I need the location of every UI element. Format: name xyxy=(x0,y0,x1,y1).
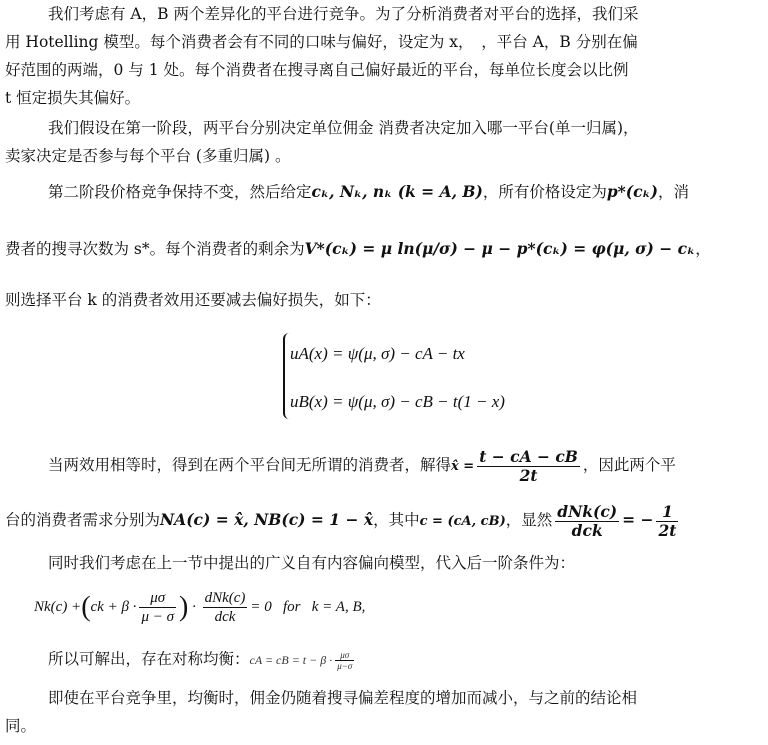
para1-line4: t 恒定损失其偏好。 xyxy=(5,89,141,107)
foc-frac-den: μ − σ xyxy=(141,609,174,626)
para4-line xyxy=(5,238,711,260)
para7-frac-num: dNk(c) xyxy=(557,501,618,521)
para6-fraction xyxy=(477,448,580,485)
foc-deriv-den: dck xyxy=(214,609,236,626)
para7-eq: = − xyxy=(622,510,654,529)
foc-close-paren: ) xyxy=(179,591,189,623)
foc-frac-musigma xyxy=(139,589,176,626)
para2-line2: 卖家决定是否参与每个平台 (多重归属) 。 xyxy=(5,147,291,165)
para9-fraction xyxy=(335,650,354,671)
para6-line xyxy=(48,443,676,487)
para8-line: 同时我们考虑在上一节中提出的广义自有内容偏向模型，代入后一阶条件为： xyxy=(48,554,576,572)
para7-frac-den: dck xyxy=(571,520,603,540)
para9-frac-den: μ−σ xyxy=(337,660,353,671)
para1-line1: 我们考虑有 A，B 两个差异化的平台进行竞争。为了分析消费者对平台的选择，我们采 xyxy=(48,5,639,23)
para3-mid: ，所有价格设定为 xyxy=(482,183,607,201)
foc-rhs: = 0 for k = A, B, xyxy=(250,599,366,615)
foc-deriv-num: dNk(c) xyxy=(204,590,246,607)
para1-line3: 好范围的两端，0 与 1 处。每个消费者在搜寻离自己偏好最近的平台，每单位长度会以比例 xyxy=(5,61,629,79)
para3-math2: p*(cₖ) xyxy=(606,182,659,201)
para9-frac-num: μσ xyxy=(335,650,354,661)
foc-inner: ck + β · xyxy=(90,599,137,615)
para7-mid1: ，其中 xyxy=(373,511,420,529)
para3-math1: cₖ, Nₖ, nₖ (k = A, B) xyxy=(311,182,483,201)
para4-math: V*(cₖ) = μ ln(μ/σ) − μ − p*(cₖ) = φ(μ, σ) − cₖ xyxy=(304,239,696,258)
para7-line xyxy=(5,496,681,544)
para6-frac-num: t − cA − cB xyxy=(479,446,578,466)
para7-fraction2 xyxy=(656,503,678,540)
foc-equation: Nk(c) +(ck + β · $\frac{\mu\sigma}{\mu - \sigma}$ ) · $\frac{\text{dNk(c)}}{\text{dck}}$ = 0 for k = A, B, xyxy=(34,590,366,626)
para7-math1: NA(c) = x̂, NB(c) = 1 − x̂ xyxy=(160,510,374,529)
para9-pre: 所以可解出，存在对称均衡： xyxy=(48,650,250,668)
para7-fraction xyxy=(555,503,619,540)
para4-pre: 费者的搜寻次数为 s*。每个消费者的剩余为 xyxy=(5,240,305,258)
para3-pre: 第二阶段价格竞争保持不变，然后给定 xyxy=(48,183,312,201)
para4-post: ， xyxy=(695,240,711,258)
para6-post: ，因此两个平 xyxy=(582,456,676,474)
foc-frac-deriv xyxy=(203,589,248,626)
para6-pre: 当两效用相等时，得到在两个平台间无所谓的消费者，解得 xyxy=(48,456,452,474)
para9-line xyxy=(48,648,357,671)
para9-eq: cA = cB = t − β · xyxy=(249,653,333,667)
para2-line1: 我们假设在第一阶段，两平台分别决定单位佣金 消费者决定加入哪一平台(单一归属)， xyxy=(48,119,639,137)
para6-xhat: x̂ = xyxy=(451,459,475,474)
equation-row1: uA(x) = ψ(μ, σ) − cA − tx xyxy=(290,344,465,363)
foc-lhs: Nk(c) + xyxy=(34,599,82,615)
para3-line xyxy=(48,181,689,203)
foc-open-paren: ( xyxy=(81,591,91,623)
equation-row2: uB(x) = ψ(μ, σ) − cB − t(1 − x) xyxy=(290,392,505,411)
para7-math2: c = (cA, cB) xyxy=(419,514,506,529)
para7-pre: 台的消费者需求分别为 xyxy=(5,511,161,529)
para7-frac2-num: 1 xyxy=(656,503,678,522)
para5-line: 则选择平台 k 的消费者效用还要减去偏好损失，如下： xyxy=(5,291,381,309)
para10-line1: 即使在平台竞争里，均衡时，佣金仍随着搜寻偏差程度的增加而减小，与之前的结论相 xyxy=(48,689,638,707)
para10-line2: 同。 xyxy=(5,717,37,735)
para7-frac2-den: 2t xyxy=(658,520,677,540)
para3-post: ，消 xyxy=(658,183,690,201)
para6-frac-den: 2t xyxy=(519,465,538,485)
para7-mid2: ，显然 xyxy=(505,511,553,529)
foc-frac-num: μσ xyxy=(139,589,176,608)
para1-line2: 用 Hotelling 模型。每个消费者会有不同的口味与偏好，设定为 x， ，平台 A，B 分别在偏 xyxy=(5,33,638,51)
